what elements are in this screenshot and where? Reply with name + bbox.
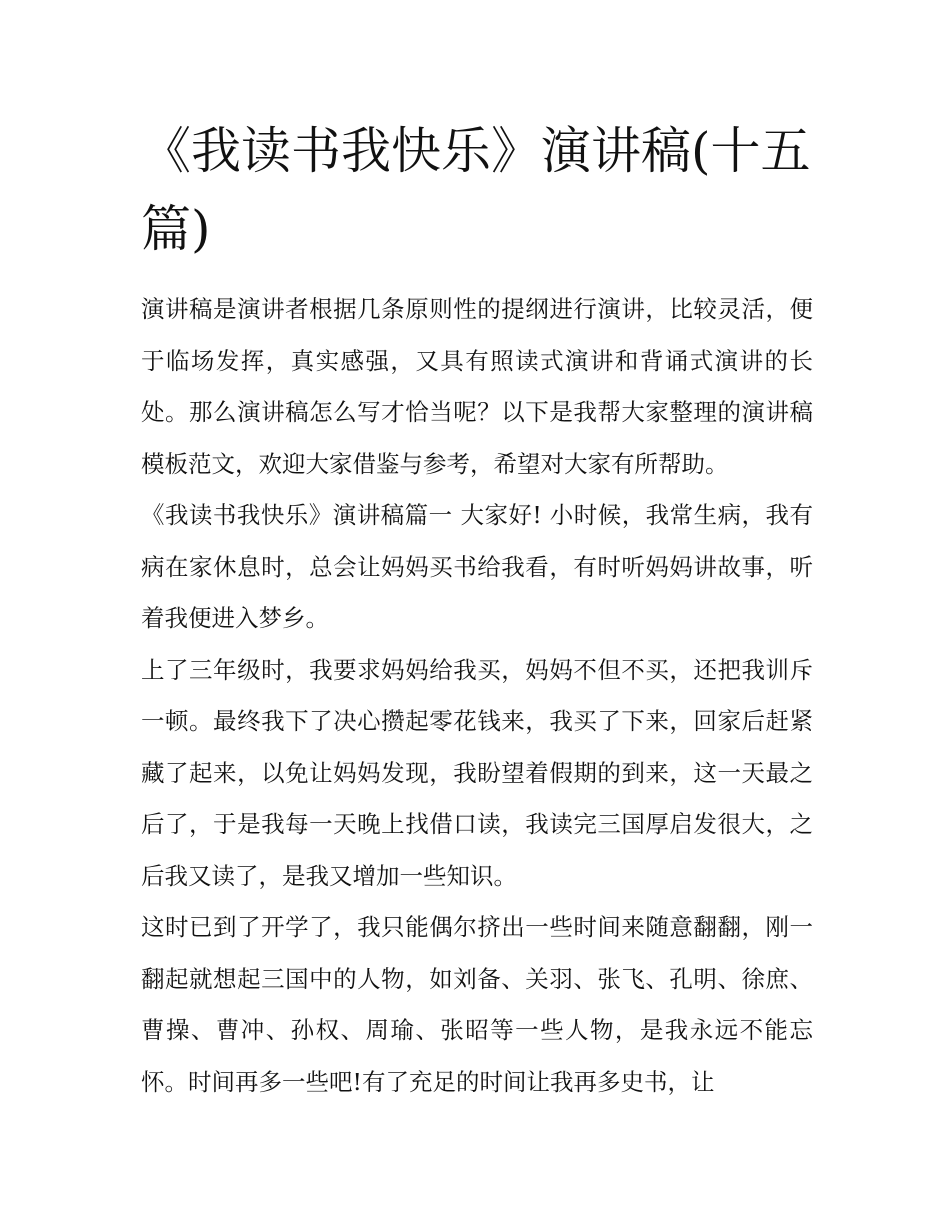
document-page — [141, 112, 813, 1108]
paragraph-speech-one: 《我读书我快乐》演讲稿篇一 大家好! 小时候，我常生病，我有病在家休息时，总会让妈妈买书给我看，有时听妈妈讲故事，听着我便进入梦乡。 — [141, 501, 813, 632]
paragraph-third-grade: 上了三年级时，我要求妈妈给我买，妈妈不但不买，还把我训斥一顿。最终我下了决心攒起零花钱来，我买了下来，回家后赶紧藏了起来，以免让妈妈发现，我盼望着假期的到来，这一天最之后了，于是我每一天晚上找借口读，我读完三国厚启发很大，之后我又读了，是我又增加一些知识。 — [141, 655, 813, 890]
paragraph-school-start: 这时已到了开学了，我只能偶尔挤出一些时间来随意翻翻，刚一翻起就想起三国中的人物，如刘备、关羽、张飞、孔明、徐庶、曹操、曹冲、孙权、周瑜、张昭等一些人物，是我永远不能忘怀。时间再多一些吧!有了充足的时间让我再多史书，让 — [141, 913, 813, 1096]
document-title: 《我读书我快乐》演讲稿(十五篇) — [141, 122, 811, 258]
paragraph-intro: 演讲稿是演讲者根据几条原则性的提纲进行演讲，比较灵活，便于临场发挥，真实感强，又具有照读式演讲和背诵式演讲的长处。那么演讲稿怎么写才恰当呢？以下是我帮大家整理的演讲稿模板范文，欢迎大家借鉴与参考，希望对大家有所帮助。 — [141, 295, 813, 478]
